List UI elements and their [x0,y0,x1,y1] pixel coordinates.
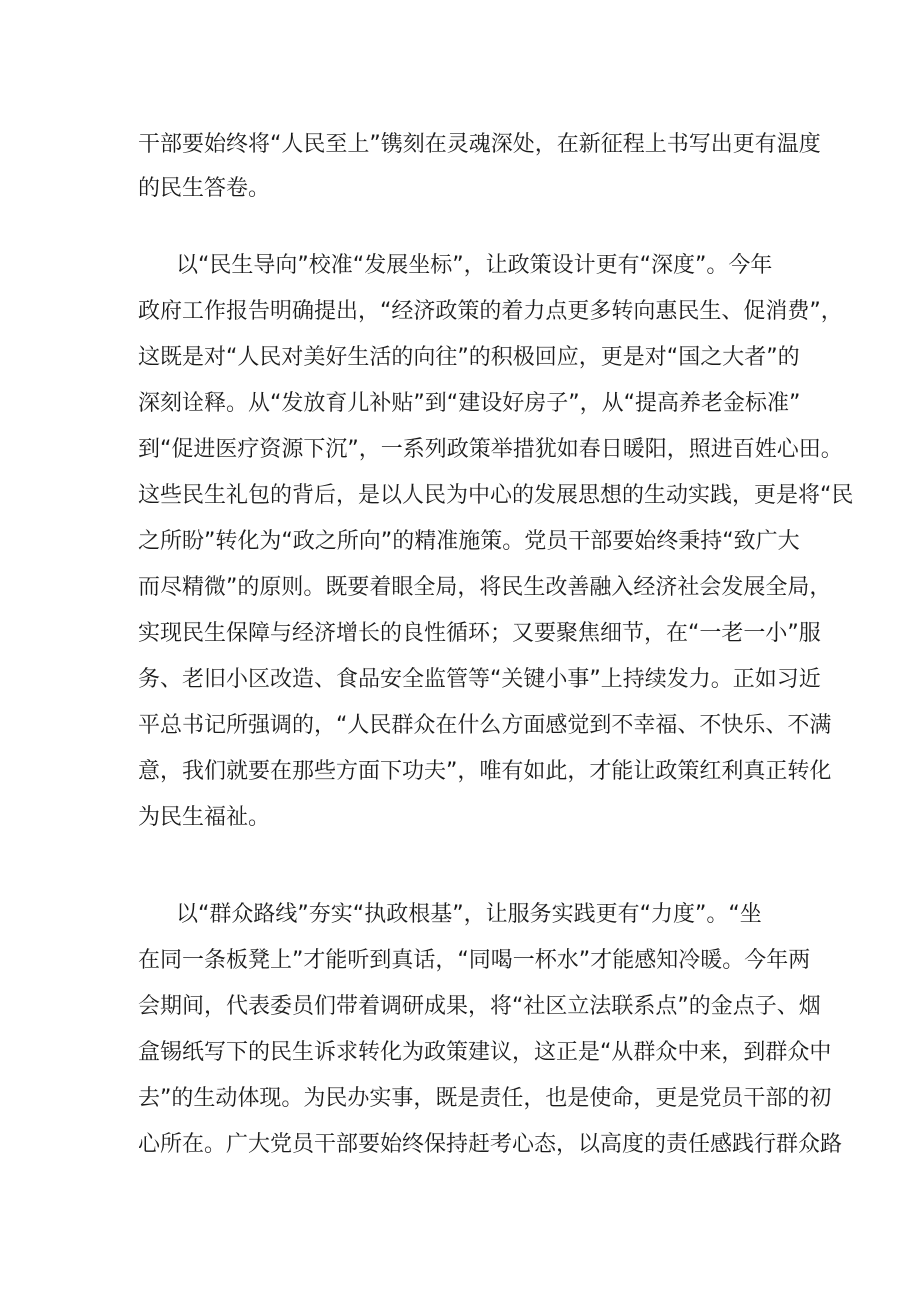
text-line: 会期间，代表委员们带着调研成果，将“社区立法联系点”的金点子、烟 [138,994,821,1019]
text-line: 干部要始终将“人民至上”镌刻在灵魂深处，在新征程上书写出更有温度 [138,132,821,157]
text-line: 盒锡纸写下的民生诉求转化为政策建议，这正是“从群众中来，到群众中 [138,1040,832,1065]
text-line: 以“民生导向”校准“发展坐标”，让政策设计更有“深度”。今年 [176,253,773,278]
text-line: 的民生答卷。 [138,176,271,201]
text-line: 为民生福祉。 [138,805,271,830]
text-line: 实现民生保障与经济增长的良性循环；又要聚焦细节，在“一老一小”服 [138,621,821,646]
text-line: 政府工作报告明确提出，“经济政策的着力点更多转向惠民生、促消费”， [138,299,843,324]
text-line: 这些民生礼包的背后，是以人民为中心的发展思想的生动实践，更是将“民 [138,483,854,508]
text-line: 意，我们就要在那些方面下功夫”，唯有如此，才能让政策红利真正转化 [138,759,832,784]
text-line: 之所盼”转化为“政之所向”的精准施策。党员干部要始终秉持“致广大 [138,529,800,554]
text-line: 而尽精微”的原则。既要着眼全局，将民生改善融入经济社会发展全局， [138,575,832,600]
text-line: 心所在。广大党员干部要始终保持赶考心态，以高度的责任感践行群众路 [138,1132,843,1157]
text-line: 到“促进医疗资源下沉”，一系列政策举措犹如春日暖阳，照进百姓心田。 [138,437,843,462]
text-line: 以“群众路线”夯实“执政根基”，让服务实践更有“力度”。“坐 [176,902,762,927]
text-line: 务、老旧小区改造、食品安全监管等“关键小事”上持续发力。正如习近 [138,667,821,692]
text-line: 去”的生动体现。为民办实事，既是责任，也是使命，更是党员干部的初 [138,1086,832,1111]
text-line: 深刻诠释。从“发放育儿补贴”到“建设好房子”，从“提高养老金标准” [138,391,801,416]
text-line: 这既是对“人民对美好生活的向往”的积极回应，更是对“国之大者”的 [138,345,800,370]
text-line: 在同一条板凳上”才能听到真话，“同喝一杯水”才能感知冷暖。今年两 [138,948,811,973]
text-line: 平总书记所强调的，“人民群众在什么方面感觉到不幸福、不快乐、不满 [138,713,832,738]
